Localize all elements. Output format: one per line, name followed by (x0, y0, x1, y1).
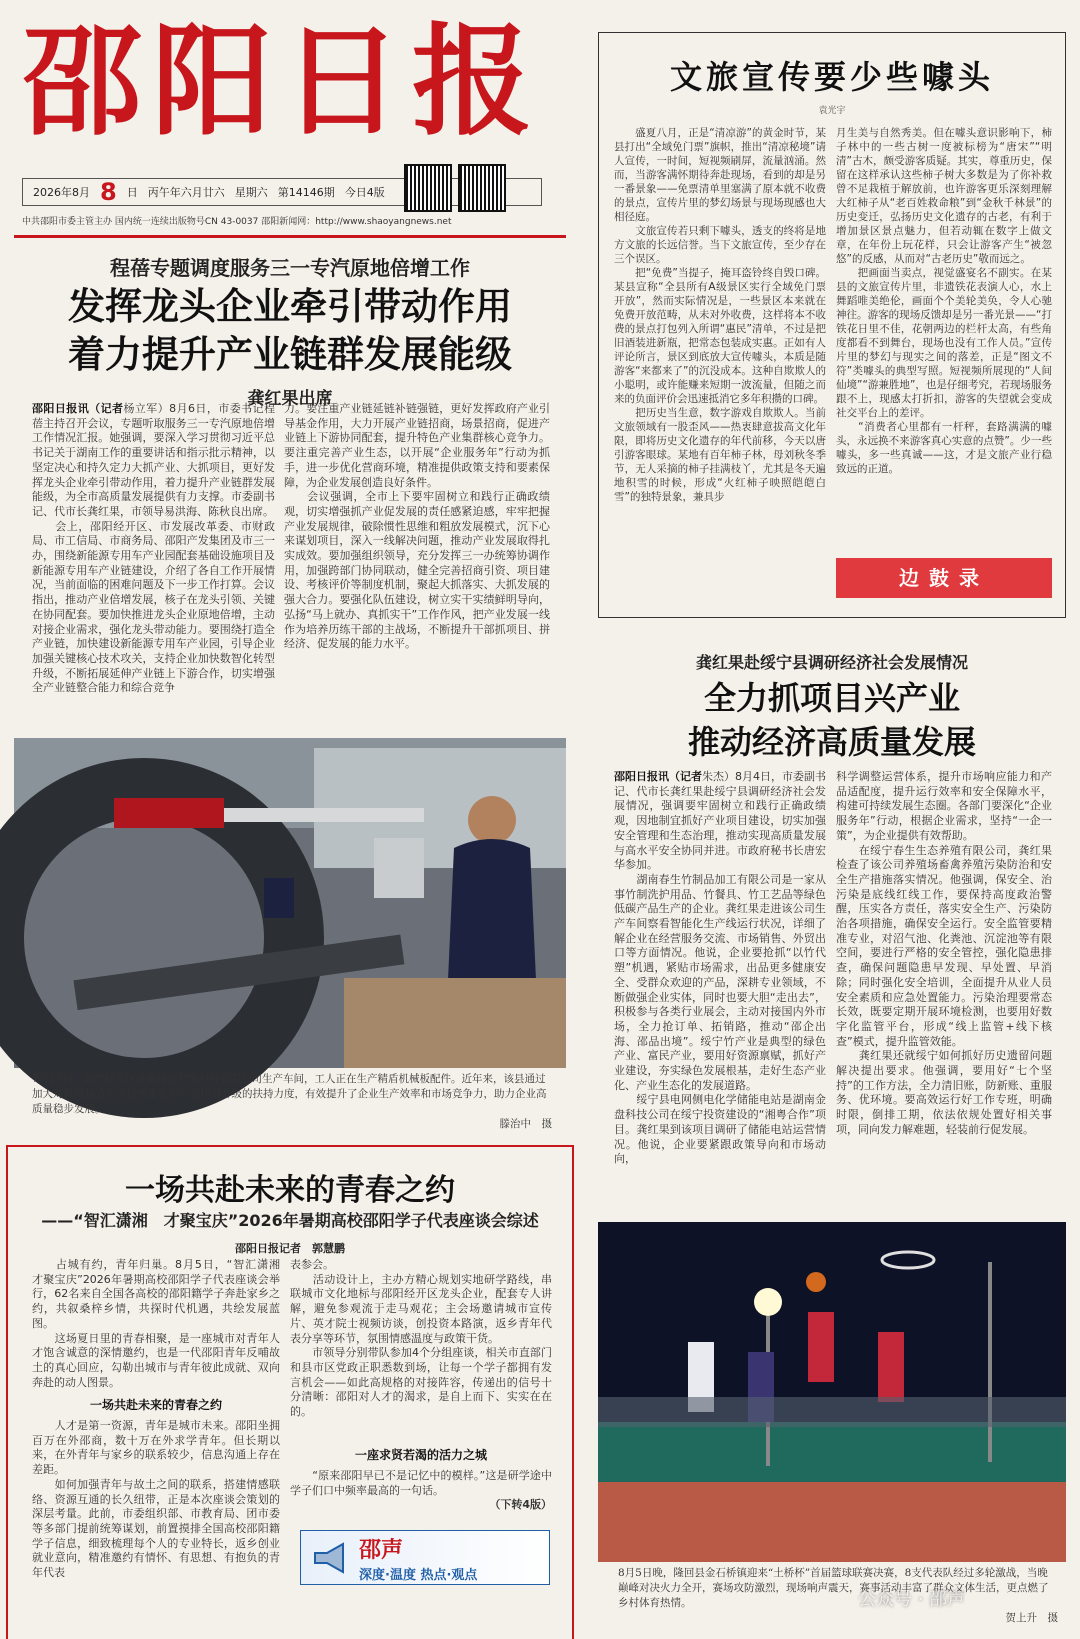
youth-article-subhead: ——“智汇潇湘 才聚宝庆”2026年暑期高校邵阳学子代表座谈会综述 (41, 1211, 539, 1230)
main-article-column-2: 力。要注重产业链延链补链强链，更好发挥政府产业引导基金作用，大力开展产业链招商，场景招商，促进产业链上下游协同配套，提升特色产业集群核心竞争力。要注重完善产业生态，以开展“企业服务年”行动为抓手，进一步优化营商环境，精准提供政策支持和要素保障，为企业发展创造良好条件。 会议强调，全市上下要牢固树立和践行正确政绩观，切实增强抓产业促发展的责任感紧迫感，牢牢把握产业发展规律，破除惯性思维和粗放发展模式，沉下心来谋划项目，深入一线解决问题，推动产业发展取得扎实成效。要加强组织领导，充分发挥三一办统筹协调作用，加强跨部门协同联动，健全完善招商引资、项目建设、考核评价等制度机制，聚起大抓落实、大抓发展的强大合力。要强化队伍建设，树立实干实绩鲜明导向，弘扬“马上就办、真抓实干”工作作风，把产业发展一线作为培养历练干部的主战场，不断提升干部抓项目、拼经济、促发展的能力水平。 (284, 402, 550, 651)
right-article-column-1 (614, 770, 826, 1188)
main-article-headline[interactable] (14, 282, 566, 378)
column-text: 占城有约，青年归巢。8月5日，“智汇潇湘 才聚宝庆”2026年暑期高校邵阳学子代表座谈会举行，62名来自全国各高校的邵阳籍学子奔赴家乡之约，共叙桑梓乡情，共探时代机遇，共绘发展蓝图。 这场夏日里的青春相聚，是一座城市对青年人才饱含诚意的深情邀约，也是一代邵阳青年反哺故土的真心回应，勾勒出城市与青年彼此成就、双向奔赴的动人图景。 (32, 1258, 280, 1389)
newspaper-masthead-title: 邵阳日报 (22, 11, 542, 152)
dateline-lead: 邵阳日报讯（记者 (614, 770, 702, 783)
qr-code-icon[interactable] (458, 164, 506, 212)
photo-credit: 贺上升 摄 (1005, 1612, 1058, 1624)
right-article-column-2: 科学调整运营体系，提升市场响应能力和产品适配度，提升运行效率和安全保障水平，构建可持续发展生态圈。各部门要深化“企业服务年”行动，根据企业需求，坚持“一企一策”，为企业提供有效帮助。 在绥宁春生生态养殖有限公司，龚红果检查了该公司养殖场畜禽养殖污染防治和安全生产措施落实情况。他强调，保安全、治污染是底线红线工作，要保持高度政治警醒，压实各方责任，落实安全生产、污染防治各项措施，确保安全运行。安全监管要精准专业，对沼气池、化粪池、沉淀池等有限空间，要进行严格的安全管控，强化隐患排查，确保问题隐患早发现、早处置、早消除；同时强化安全培训，全面提升从业人员安全素质和应急处置能力。污染治理要常态长效，既要定期开展环境检测，也要用好数字化监管平台，形成“线上监管+线下核查”模式，提升监管效能。 龚红果还就绥宁如何抓好历史遗留问题解决提出要求。他强调，要用好“七个坚持”的工作方法，全力清旧账，防新账、重服务、优环境。要高效运行好工作专班，明确时限，倒排工期，依法依规处置好相关事项，同向发力解难题，轻装前行促发展。 (836, 770, 1052, 1136)
qr-code-icon[interactable] (404, 164, 452, 212)
headline-line-1: 全力抓项目兴产业 (703, 679, 960, 717)
continued-notice: （下转4版） (489, 1498, 552, 1512)
banner-brand: 邵声 (359, 1536, 404, 1563)
right-article-kicker: 龚红果赴绥宁县调研经济社会发展情况 (695, 653, 968, 672)
shaosheng-banner[interactable] (300, 1530, 550, 1585)
youth-article-column-2 (290, 1258, 552, 1528)
right-article-headline[interactable] (598, 676, 1066, 764)
date-year-month: 2026年8月 (33, 186, 90, 199)
basketball-photo-caption (618, 1566, 1058, 1626)
editorial-column-2: 月生美与自然秀美。但在噱头意识影响下，柿子林中的一些古树一度被标榜为“唐宋”“明清”古木，颇受游客质疑。其实，尊重历史，保留在这样承认这些柿子树大多数是为了你补救曾不足栽植于解放前，也许游客更乐深刻理解大红柿子从“老百姓救命粮”到“金秋千林景”的历史变迁，弘扬历史文化遗存的古老，有利于增加景区景点魅力，但若动辄在数字上做文章，在年份上玩花样，只会让游客产生“被忽悠”的反感，从而对“古老历史”敬而远之。 把画面当卖点，视觉盛宴名不副实。在某县的文旅宣传片里，非遗铁花表演人心，水上舞蹈唯美绝伦，画面个个美轮美奂，令人心驰神往。游客的现场反馈却是另一番光景——“打铁花日里不佳，花朝两边的栏杆太高，有些角度都看不到舞台，现场也没有工作人员。”宣传片里的梦幻与现实之间的落差，正是“图文不符”类噱头的典型写照。短视频所展现的“人间仙境”“游兼胜地”，也是仔细考究，若现场服务跟不上，现感太打折扣，游客的失望就会变成社交平台上的差评。 “消费者心里都有一杆秤，套路满满的噱头，永远换不来游客真心实意的点赞”。少一些噱头，多一些真诚——这，才是文旅产业行稳致远的正道。 (836, 127, 1052, 475)
weekday: 星期六 (234, 186, 268, 199)
date-day: 8 (100, 178, 117, 206)
section-title: 一座求贤若渴的活力之城 (354, 1448, 487, 1462)
publisher-line: 中共邵阳市委主管主办 国内统一连续出版物号CN 43-0037 邵阳新闻网：http://www.shaoyangnews.net (22, 217, 452, 227)
headline-line-2: 着力提升产业链群发展能级 (68, 332, 512, 376)
caption-text: 7月27日，洞口经开区湖南铨冠智能科技有限公司生产车间，工人正在生产精盾机械板配件。近年来，该县通过加大对机械制造企业技术革新和产品转型升级的扶持力度，有效提升了企业生产效率和市场竞争力，助力企业高质量稳步发展。 (32, 1073, 547, 1115)
youth-article-headline[interactable]: 一场共赴未来的青春之约 (125, 1173, 455, 1208)
page-count: 今日4版 (344, 186, 385, 199)
main-article-kicker: 程蓓专题调度服务三一专汽原地倍增工作 (110, 256, 470, 280)
column-badge: 边鼓录 (836, 558, 1052, 598)
dateline-lead: 邵阳日报讯（记者 (32, 402, 124, 415)
youth-article-byline: 邵阳日报记者 郭慧鹏 (235, 1242, 345, 1255)
masthead-divider (14, 235, 566, 238)
megaphone-icon (311, 1540, 351, 1576)
issue-number: 第14146期 (277, 186, 335, 199)
caption-text: 8月5日晚，隆回县金石桥镇迎来“土桥杯”首届篮球联赛决赛，8支代表队经过多轮激战，当晚巅峰对决火力全开，赛场攻防激烈，现场响声震天，赛事活动丰富了群众文体生活，更点燃了乡村体育热情。 (618, 1567, 1049, 1609)
factory-photo (14, 738, 566, 1068)
column-text: 杨立军）8月6日，市委书记程蓓主持召开会议，专题听取服务三一专汽原地倍增工作情况汇报。她强调，要深入学习贯彻习近平总书记关于湖南工作的重要讲话和指示批示精神，以坚定决心和持久定力大抓产业、大抓项目，更好发挥龙头企业牵引带动作用，着力提升产业链群发展能级，为全市高质量发展提供有力支撑。市委副书记、代市长龚红果，市领导易洪海、陈秋良出席。 会上，邵阳经开区、市发展改革委、市财政局、市工信局、市商务局、邵阳产发集团及市三一办，围绕新能源专用车产业园配套基础设施项目及新能源专用车产业链建设，介绍了各自工作开展情况，当前面临的困难问题及下一步工作打算。会议指出，推动产业倍增发展，核子在龙头引领、关键在协同配套。要加快推进龙头企业原地倍增，主动对接企业需求，强化龙头带动能力。要围绕打造全产业链，加快建设新能源专用车产业园，引导企业加强关键核心技术攻关，支持企业加快数智化转型升级，不断拓展延伸产业链上下游合作，切实增强全产业链整合能力和综合竞争 (32, 402, 276, 695)
banner-tagline: 深度·温度 热点·观点 (359, 1567, 478, 1583)
column-text: “原来邵阳早已不是记忆中的模样。”这是研学途中学子们口中频率最高的一句话。 (290, 1469, 552, 1497)
editorial-title[interactable]: 文旅宣传要少些噱头 (669, 58, 994, 96)
column-text: 朱杰）8月4日，市委副书记、代市长龚红果赴绥宁县调研经济社会发展情况，强调要牢固树立和践行正确政绩观，因地制宜抓好产业项目建设，切实加强安全管理和生态治理，推动实现高质量发展与高水平安全协同并进。市政府秘书长唐宏华参加。 湖南春生竹制品加工有限公司是一家从事竹制洗护用品、竹餐具、竹工艺品等绿色低碳产品生产的企业。龚红果走进该公司生产车间察看智能化生产线运行状况，详细了解企业在经营服务交流、市场销售、外贸出口等方面情况。他说，企业要抢抓“以竹代塑”机遇，紧贴市场需求，出品更多健康安全、受群众欢迎的产品，深耕专业领域，不断做强企业实体，同时也要大胆“走出去”，积极参与各类行业展会，主动对接国内外市场，全力抢订单、拓销路，推动“邵企出海、邵品出境”。绥宁竹产业是典型的绿色产业、富民产业，要用好资源禀赋，抓好产业建设，夯实绿色发展根基，走好生态产业化、产业生态化的发展道路。 绥宁县电网侧电化学储能电站是湖南金盘科技公司在绥宁投资建设的“湘粤合作”项目。龚红果到该项目调研了储能电站运营情况。他说，企业要紧跟政策导向和市场动向， (614, 770, 826, 1166)
photo-credit: 滕治中 摄 (499, 1118, 552, 1130)
main-article-byline: 龚红果出席 (247, 389, 333, 409)
column-text: 人才是第一资源，青年是城市未来。邵阳坐拥百万在外邵商，数十万在外求学青年。但长期以来，在外青年与家乡的联系较少，信息沟通上存在差距。 如何加强青年与故土之间的联系，搭建情感联络、资源互通的长久纽带，正是本次座谈会策划的深层考量。此前，市委组织部、市教育局、团市委等多部门提前统筹谋划，前置摸排全国高校邵阳籍学子信息，细致梳理每个人的专业特长，返乡创业就业意向，精准邀约有情怀、有思想、有抱负的青年代表 (32, 1419, 280, 1580)
editorial-author: 袁光宇 (818, 106, 846, 116)
basketball-photo (598, 1222, 1066, 1562)
headline-line-1: 发挥龙头企业牵引带动作用 (68, 284, 512, 328)
section-title: 一场共赴未来的青春之约 (89, 1398, 222, 1412)
wechat-watermark: 公众号 · 邵声 (858, 1589, 966, 1610)
youth-article-column-1 (32, 1258, 280, 1633)
editorial-column-1: 盛夏八月，正是“清凉游”的黄金时节，某县打出“全域免门票”旗帜，推出“清凉秘境”请人宣传，一时间，短视频刷屏，流量汹涌。然而，当游客满怀期待奔赴现场，看到的却是另一番景象——免票清单里塞满了原本就不收费的景点，宣传片里的梦幻场景与现场现感也大相径庭。 文旅宣传若只剩下噱头，透支的终将是地方文旅的长远信誉。当下文旅宣传，至少存在三个误区。 把“免费”当提子，掩耳盗铃终自毁口碑。某县宣称“全县所有A级景区实行全域免门票开放”，然而实际情况是，一些景区本来就在免费开放范畴，从未对外收费，这样将本不收费的景点打包列入所谓“惠民”清单，不过是把旧酒装进新瓶，把常态包装成实惠。正如有人评论所言，景区到底放大宣传噱头，本质是随游客“来都来了”的沉没成本。这种自欺欺人的小聪明，或许能赚来短期一波流量，但随之而来的负面评价会迅速抵消它多年积攒的口碑。 把历史当生意，数字游戏自欺欺人。当前文旅领域有一股歪风——热衷肆意拔高文化年限，即将历史文化遗存的年代前移，今天以唐引游客眼球。某地有百年柿子林，母刘秋冬季节，无人采摘的柿子挂满枝丫，尤其是冬天遍地积雪的时候，形成“火红柿子映照皑皑白雪”的独特景象，兼具步 (614, 127, 826, 503)
date-day-suffix: 日 (126, 186, 138, 199)
lunar-date: 丙午年六月廿六 (147, 186, 225, 199)
factory-photo-caption (32, 1072, 552, 1132)
main-article-column-1 (32, 402, 276, 695)
headline-line-2: 推动经济高质量发展 (687, 723, 976, 761)
column-text: 表参会。 活动设计上，主办方精心规划实地研学路线，串联城市文化地标与邵阳经开区龙头企业，配套专人讲解，避免参观流于走马观花；主会场邀请城市宣传片、英才院士视频访谈，创投资本路演，返乡青年代表分享等环节，氛围情感温度与政策干货。 市领导分别带队参加4个分组座谈，相关市直部门和县市区党政正职悉数到场，让每一个学子都拥有发言机会——如此高规格的对接阵容，传递出的信号十分清晰：邵阳对人才的渴求，是自上而下、实实在在的。 (290, 1258, 552, 1419)
